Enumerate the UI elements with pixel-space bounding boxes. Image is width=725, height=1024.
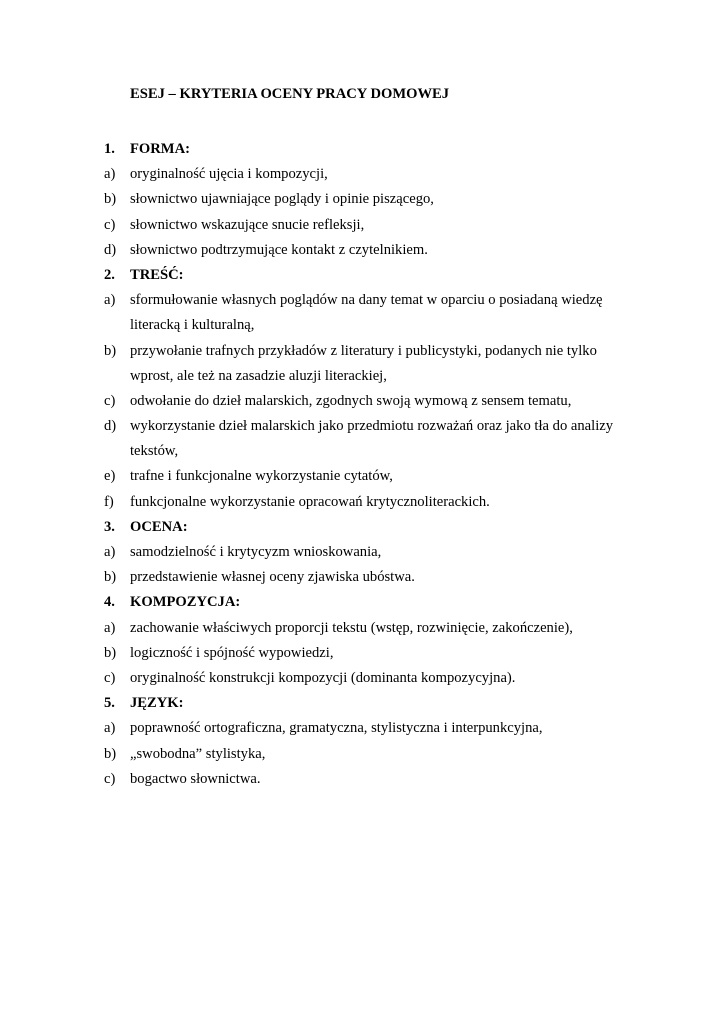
item-letter: b) (104, 745, 117, 762)
item-text: literacką i kulturalną, (130, 317, 255, 334)
item-letter: b) (104, 191, 117, 208)
item-text: przywołanie trafnych przykładów z literatury i publicystyki, podanych nie tylko (130, 342, 597, 359)
item-letter: e) (104, 468, 116, 485)
section-number: 1. (104, 141, 115, 157)
item-text: samodzielność i krytycyzm wnioskowania, (130, 544, 382, 560)
item-letter: d) (104, 241, 117, 258)
document-title: ESEJ – KRYTERIA OCENY PRACY DOMOWEJ (130, 86, 450, 102)
section-heading (104, 590, 624, 615)
item-letter: d) (104, 418, 117, 435)
item-text: funkcjonalne wykorzystanie opracowań krytycznoliterackich. (130, 493, 490, 510)
section-heading (104, 515, 624, 540)
list-item (104, 339, 624, 364)
section-number: 4. (104, 594, 115, 611)
list-item (104, 162, 624, 187)
list-item (104, 464, 624, 489)
list-item-continuation (104, 439, 624, 464)
section-title: JĘZYK: (130, 695, 184, 712)
list-item-continuation (104, 364, 624, 389)
item-text: słownictwo ujawniające poglądy i opinie piszącego, (130, 191, 434, 208)
list-item (104, 238, 624, 263)
item-text: bogactwo słownictwa. (130, 770, 261, 787)
section-title: FORMA: (130, 141, 190, 157)
criteria-list (104, 137, 624, 792)
section-heading (104, 263, 624, 288)
list-item (104, 389, 624, 414)
item-text: zachowanie właściwych proporcji tekstu (wstęp, rozwinięcie, zakończenie), (130, 619, 573, 636)
item-text: logiczność i spójność wypowiedzi, (130, 644, 334, 661)
section-title: TREŚĆ: (130, 266, 184, 283)
list-item (104, 666, 624, 691)
list-item (104, 288, 624, 313)
list-item (104, 490, 624, 515)
list-item (104, 641, 624, 666)
item-letter: c) (104, 216, 116, 233)
list-item (104, 213, 624, 238)
section-number: 2. (104, 266, 115, 283)
list-item (104, 742, 624, 767)
item-text: tekstów, (130, 443, 179, 460)
item-letter: f) (104, 493, 114, 510)
list-item (104, 414, 624, 439)
item-text: poprawność ortograficzna, gramatyczna, stylistyczna i interpunkcyjna, (130, 720, 543, 737)
item-letter: a) (104, 292, 116, 309)
list-item-continuation (104, 313, 624, 338)
list-item (104, 540, 624, 565)
item-letter: a) (104, 166, 116, 183)
item-text: słownictwo podtrzymujące kontakt z czytelnikiem. (130, 241, 428, 258)
list-item (104, 565, 624, 590)
section-number: 3. (104, 518, 115, 535)
item-letter: a) (104, 720, 116, 737)
item-text: słownictwo wskazujące snucie refleksji, (130, 216, 365, 233)
item-letter: b) (104, 644, 117, 661)
item-text: odwołanie do dzieł malarskich, zgodnych swoją wymową z sensem tematu, (130, 392, 572, 409)
item-letter: c) (104, 669, 116, 686)
list-item (104, 616, 624, 641)
item-text: sformułowanie własnych poglądów na dany temat w oparciu o posiadaną wiedzę (130, 292, 603, 309)
item-letter: a) (104, 544, 116, 560)
item-text: oryginalność konstrukcji kompozycji (dominanta kompozycyjna). (130, 669, 516, 686)
item-letter: c) (104, 770, 116, 787)
item-letter: c) (104, 392, 116, 409)
list-item (104, 716, 624, 741)
section-title: OCENA: (130, 518, 188, 535)
list-item (104, 767, 624, 792)
item-letter: b) (104, 569, 117, 586)
list-item (104, 187, 624, 212)
item-text: oryginalność ujęcia i kompozycji, (130, 166, 328, 183)
item-letter: b) (104, 342, 117, 359)
section-title: KOMPOZYCJA: (130, 594, 241, 611)
item-text: wykorzystanie dzieł malarskich jako przedmiotu rozważań oraz jako tła do analizy (130, 418, 614, 435)
section-heading (104, 691, 624, 716)
item-text: przedstawienie własnej oceny zjawiska ubóstwa. (130, 569, 415, 586)
item-text: trafne i funkcjonalne wykorzystanie cytatów, (130, 468, 393, 485)
item-text: „swobodna” stylistyka, (130, 745, 266, 762)
section-heading (104, 137, 624, 162)
item-letter: a) (104, 619, 116, 636)
item-text: wprost, ale też na zasadzie aluzji literackiej, (130, 367, 387, 384)
section-number: 5. (104, 695, 115, 712)
